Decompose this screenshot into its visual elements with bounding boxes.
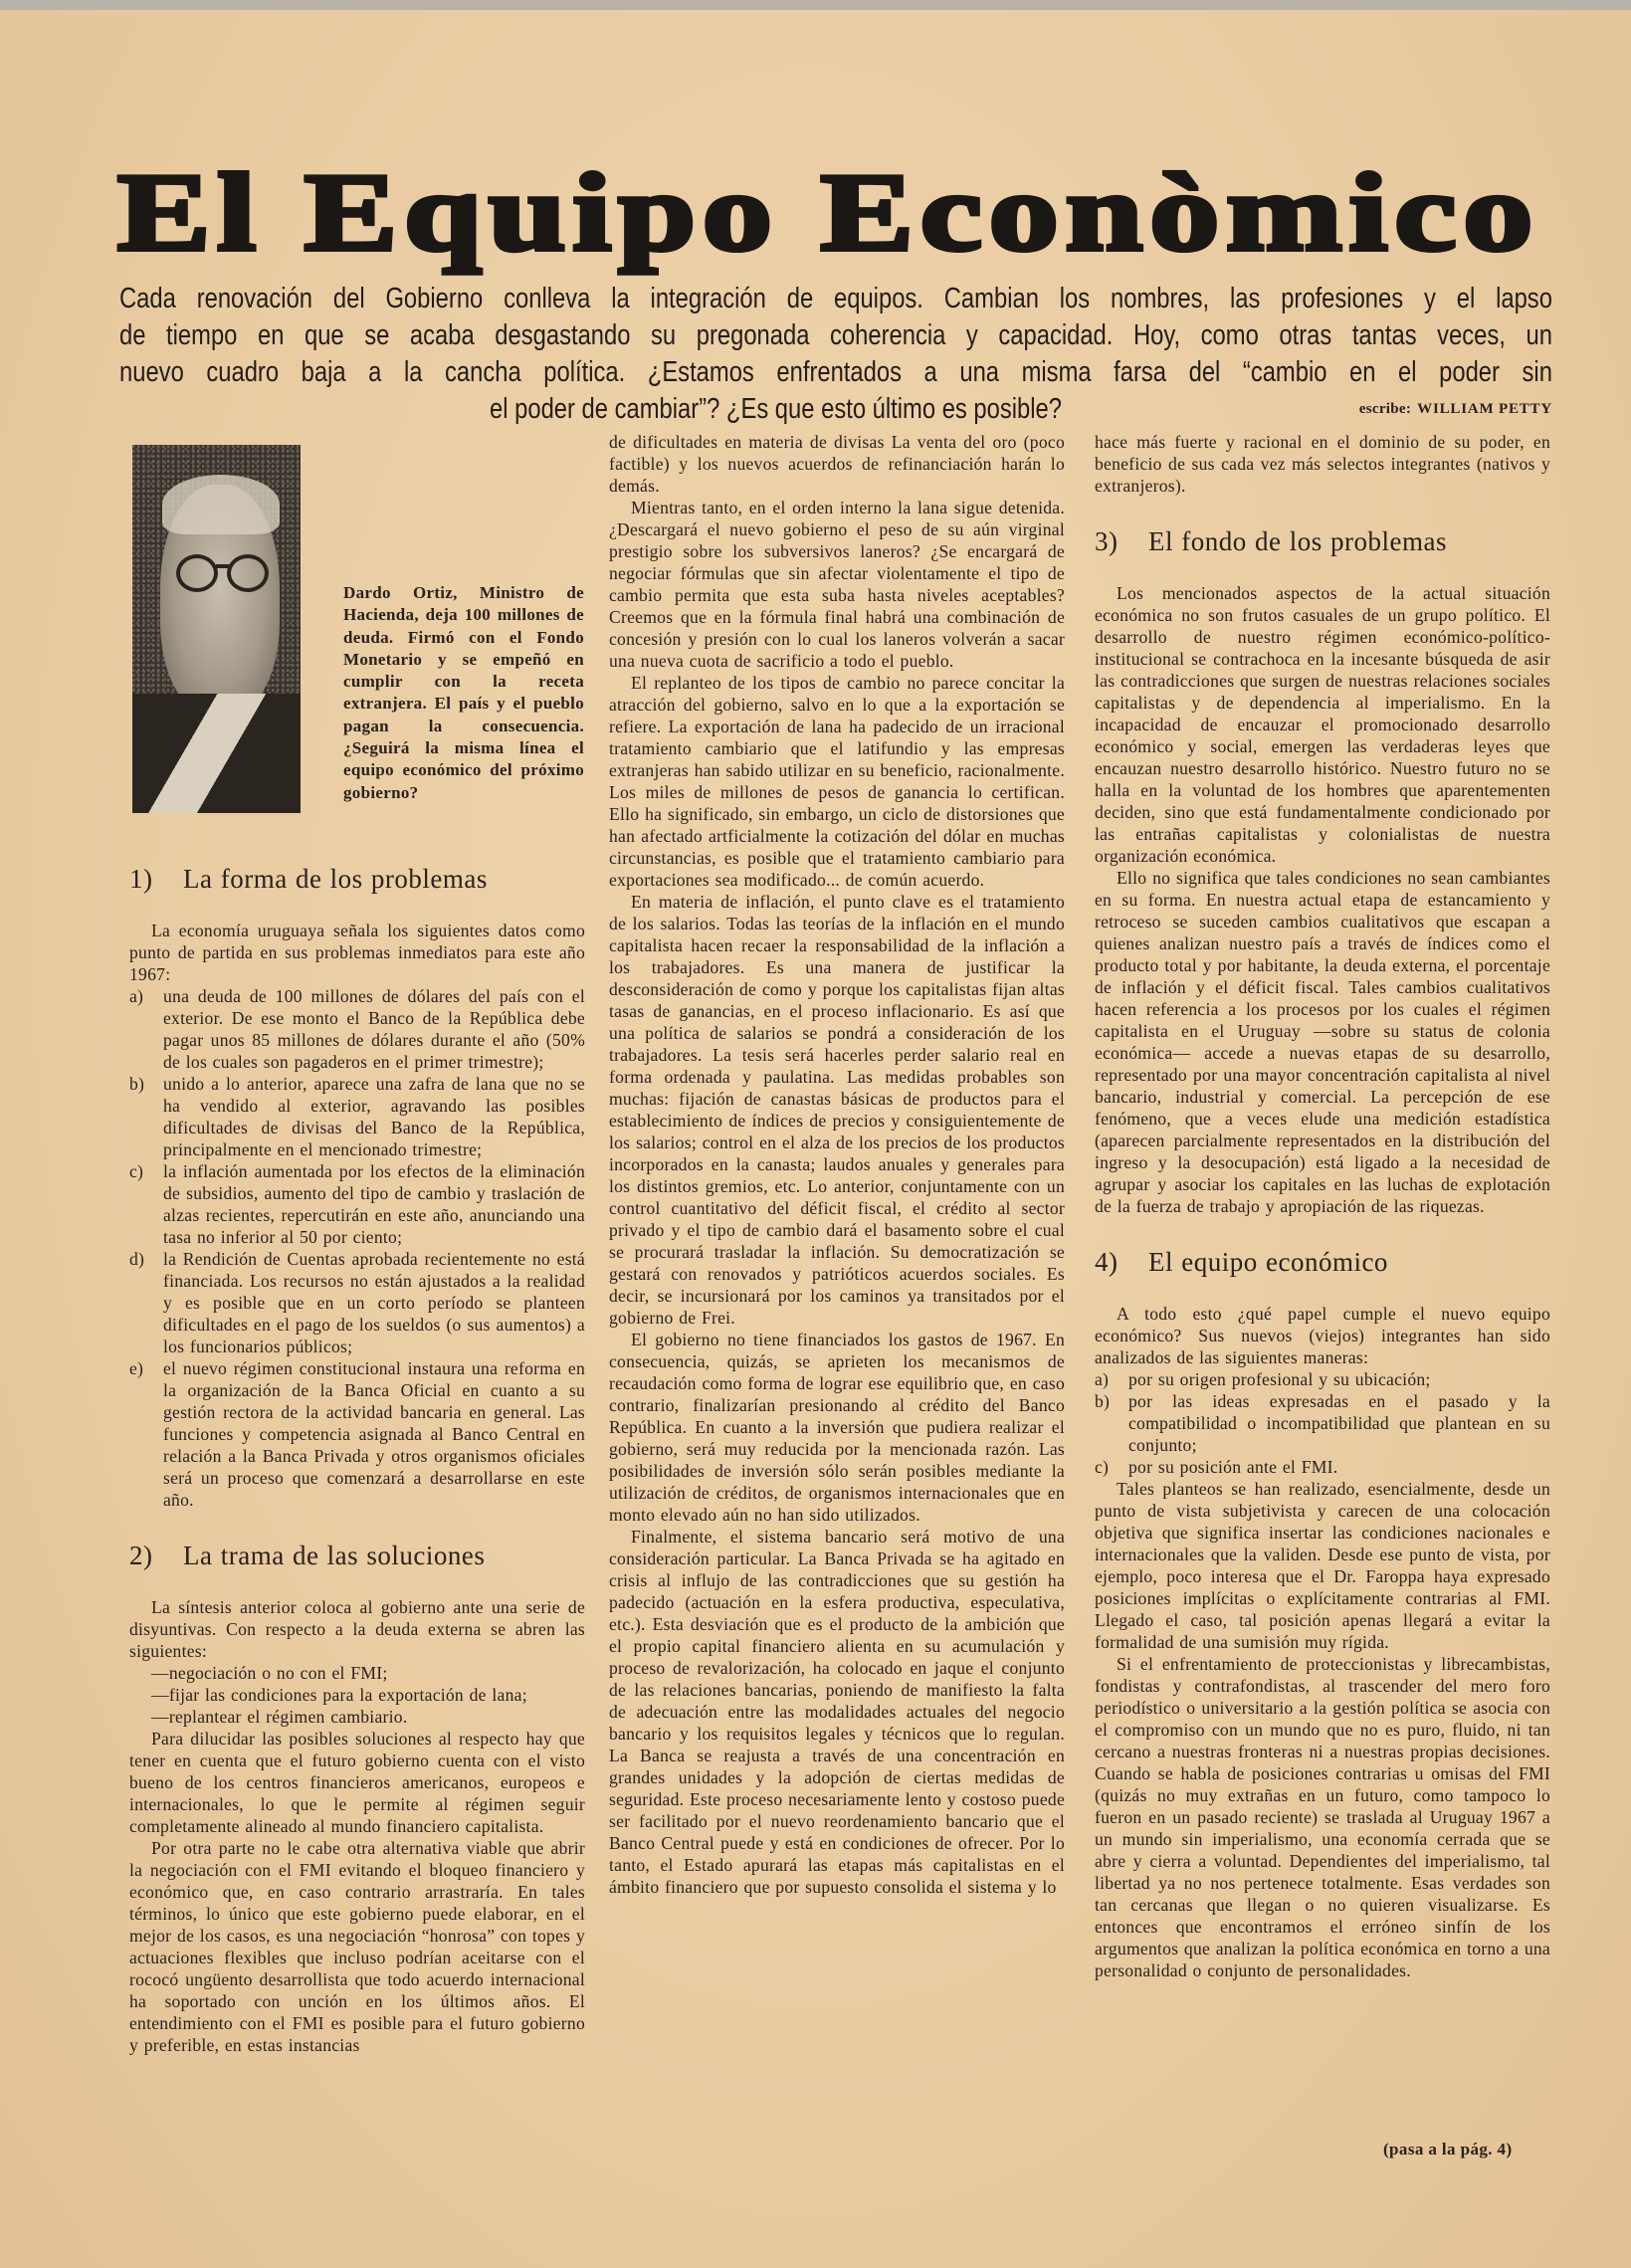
headline: El Equipo Econòmico xyxy=(117,150,1540,274)
paragraph: Por otra parte no le cabe otra alternativa viable que abrir la negociación con el FMI evitando el bloqueo financiero y económico que, en caso contrario arrastraría. En tales términos, lo único que este gobierno puede elaborar, en el mejor de los casos, es una negociación “honrosa” con topes y actuaciones flexibles que incluso podrían aceitarse con el rococó ungüento desarrollista que todo acuerdo internacional ha soportado con unción en los últimos años. El entendimiento con el FMI es posible para el futuro gobierno y preferible, en estas instancias xyxy=(129,1838,585,2055)
deck-line: el poder de cambiar”? ¿Es que esto último es posible? xyxy=(490,393,1062,425)
continued-on-page: (pasa a la pág. 4) xyxy=(1383,2140,1513,2159)
author-name: WILLIAM PETTY xyxy=(1417,401,1552,417)
list-marker: b) xyxy=(1095,1391,1111,1411)
paragraph: Tales planteos se han realizado, esencialmente, desde un punto de vista subjetivista y carecen de una colocación objetiva que significa insertar las condiciones nacionales e internacionales que la validen. Desde ese punto de vista, por ejemplo, poco interesa que el Dr. Faroppa haya expresado posiciones implícitas o explícitamente contrarias al FMI. Llegado el caso, tal posición apenas llegará a evitar la formalidad de una sumisión muy rígida. xyxy=(1095,1479,1550,1652)
photo-coat xyxy=(132,694,301,813)
paragraph: Si el enfrentamiento de proteccionistas y librecambistas, fondistas y contrafondistas, al trascender del mero foro periodístico o universitario a la gestión política se asocia con el compromiso con un mundo que no es puro, fluido, ni tan cercano a nuestras fronteras ni a nuestras propias decisiones. Cuando se habla de posiciones contrarias u omisas del FMI (quizás no muy extrañas en un futuro, como tampoco lo fueron en un pasado reciente) se traslada al Uruguay 1967 a un mundo sin imperialismo, una economía cerrada que se abre y cierra a voluntad. Dependientes del imperialismo, tal libertad ya no nos pertenece totalmente. Esas verdades son tan cercanas que llegan o no quieren visualizarse. Es entonces que encontramos el erróneo sinfín de los argumentos que analizan la política económica en torno a una personalidad o conjunto de personalidades. xyxy=(1095,1654,1550,1980)
section-title: El fondo de los problemas xyxy=(1148,526,1447,556)
portrait-photo xyxy=(132,445,301,813)
dash-item: —negociación o no con el FMI; xyxy=(151,1663,388,1683)
paragraph: La síntesis anterior coloca al gobierno ante una serie de disyuntivas. Con respecto a la deuda externa se abren las siguientes: xyxy=(129,1597,585,1661)
section-heading xyxy=(1095,526,1550,556)
list-marker: b) xyxy=(129,1074,145,1094)
list-item-text: por su posición ante el FMI. xyxy=(1128,1457,1338,1477)
photo-block xyxy=(129,431,585,834)
list-item xyxy=(129,1073,585,1160)
list-item xyxy=(129,985,585,1073)
section-number: 2) xyxy=(129,1541,153,1570)
list-marker: e) xyxy=(129,1358,144,1378)
list-item xyxy=(129,1357,585,1511)
section-heading xyxy=(1095,1247,1550,1277)
paragraph: Ello no significa que tales condiciones no sean cambiantes en su forma. En nuestra actual etapa de estancamiento y retroceso se suceden cambios cualitativos que escapan a quienes analizan nuestro país a través de índices como el producto total y por habitante, la deuda externa, el porcentaje de inflación y el déficit fiscal. Tales cambios cualitativos hacen referencia a los procesos por los cuales el régimen capitalista en el Uruguay —sobre su status de colonia económica— accede a nuevas etapas de su desarrollo, representado por una mayor concentración capitalista al nivel bancario, industrial y comercial. La percepción de ese fenómeno, que a veces elude una medición estadística (aparecen parcialmente representados en la distribución del ingreso y la desocupación) está ligado a la necesidad de agrupar y asociar los capitales en las luchas de explotación de la fuerza de trabajo y apropiación de las riquezas. xyxy=(1095,868,1550,1216)
list-item xyxy=(1095,1368,1550,1390)
list-item-text: por las ideas expresadas en el pasado y la compatibilidad o incompatibilidad que plantean en su conjunto; xyxy=(1128,1391,1550,1455)
list-marker: c) xyxy=(1095,1457,1110,1477)
list-item xyxy=(129,1160,585,1248)
list-item xyxy=(1095,1390,1550,1456)
photo-glasses xyxy=(176,554,218,592)
byline xyxy=(1359,401,1552,418)
paragraph: El gobierno no tiene financiados los gastos de 1967. En consecuencia, quizás, se aprieten los mecanismos de recaudación como forma de lograr ese equilibrio que, en caso contrario, finalizarían presionando al crédito del Banco República. En cuanto a la inversión que pudiera realizar el gobierno, será muy reducida por la mencionada razón. Las posibilidades de inversión sólo serán posibles mediante la utilización de créditos, de organismos internacionales que en monto elevado aún no han sido utilizados. xyxy=(609,1330,1065,1525)
section-title: El equipo económico xyxy=(1148,1247,1388,1277)
paragraph: El replanteo de los tipos de cambio no parece concitar la atracción del gobierno, salvo en lo que a la exportación se refiere. La exportación de lana ha padecido de un irracional tratamiento cambiario que el latifundio y las empresas extranjeras han sabido utilizar en su beneficio, racionalmente. Los miles de millones de pesos de ganancia lo certifican. Ello ha significado, sin embargo, un ciclo de distorsiones que han afectado artficialmente la cotización del dólar en muchas circunstancias, es posible que el tratamiento cambiario para exportaciones sea modificado... de común acuerdo. xyxy=(609,673,1065,890)
photo-hair xyxy=(162,475,280,534)
headline-wrap xyxy=(117,150,1560,287)
paragraph: Mientras tanto, en el orden interno la lana sigue detenida. ¿Descargará el nuevo gobierno el peso de su aún virginal prestigio sobre los subversivos laneros? ¿Se encargará de negociar fórmulas que sin afectar violentamente el tipo de cambio permita que esta suba hasta niveles aceptables? Creemos que en la fórmula final habrá una combinación de concesión y presión con lo cual los laneros volverán a sacar una nueva cuota de sacrificio a todo el pueblo. xyxy=(609,498,1065,671)
column-body xyxy=(609,431,1065,1898)
deck-line: Cada renovación del Gobierno conlleva la integración de equipos. Cambian los nombres, las profesiones y el lapso xyxy=(119,283,1552,314)
paragraph: En materia de inflación, el punto clave es el tratamiento de los salarios. Todas las teorías de la inflación en el mundo capitalista hacen recaer la responsabilidad de la inflación a los trabajadores. Es una manera de justificar la desconsideración de como y porque los capitalistas fijan altas tasas de ganancias, en el proceso inflacionario. Es así que una política de salarios se pondrá a consideración de los trabajadores. La tesis será hacerles perder salario real en forma ordenada y paulatina. Las medidas probables son muchas: fijación de canastas básicas de productos para el establecimiento de índices de precios y consiguientemente de los salarios; control en el alza de los precios de los productos incorporados en la canasta; laudos anuales y generales para los distintos gremios, etc. Lo anterior, conjuntamente con un control cuantitativo del déficit fiscal, el crédito al sector privado y el tipo de cambio dará el basamento sobre el cual se procurará trasladar la inflación. Su democratización se gestará con renovados y patrióticos acuerdos sociales. Es decir, se incursionará por los caminos ya transitados por el gobierno de Frei. xyxy=(609,892,1065,1328)
list-item xyxy=(129,1248,585,1357)
list-item-text: la Rendición de Cuentas aprobada recientemente no está financiada. Los recursos no están ajustados a la realidad y es posible que en un corto período se planteen dificultades en el pago de los sueldos (o sus aumentos) a los funcionarios públicos; xyxy=(163,1249,585,1356)
paragraph: Finalmente, el sistema bancario será motivo de una consideración particular. La Banca Privada se ha agitado en crisis al influjo de las contradicciones que su gestión ha padecido (actuación en la esfera productiva, especulativa, etc.). Esta desviación que es el producto de la ambición que el propio capital financiero alienta en su acumulación y proceso de revalorización, ha colocado en jaque el conjunto de las relaciones bancarias, poniendo de manifiesto la falta de adecuación entre las modalidades actuales del negocio bancario y los requisitos legales y técnicos que lo regulan. La Banca se reajusta a través de una concentración en grandes unidades y la adopción de ciertas medidas de seguridad. Este proceso necesariamente lento y costoso puede ser facilitado por el nuevo reordenamiento bancario que el Banco Central puede y está en condiciones de ofrecer. Por lo tanto, el Estado apurará las etapas más capitalistas en el ámbito financiero que por supuesto consolida el sistema y lo xyxy=(609,1527,1065,1897)
column-body xyxy=(1095,431,1550,1981)
dash-item: —fijar las condiciones para la exportación de lana; xyxy=(151,1685,527,1705)
list-marker: d) xyxy=(129,1249,145,1269)
deck-last-line xyxy=(119,391,1552,431)
list-marker: c) xyxy=(129,1161,144,1181)
paragraph: A todo esto ¿qué papel cumple el nuevo equipo económico? Sus nuevos (viejos) integrantes han sido analizados de las siguientes maneras: xyxy=(1095,1304,1550,1367)
paragraph: La economía uruguaya señala los siguientes datos como punto de partida en sus problemas inmediatos para este año 1967: xyxy=(129,921,585,984)
column-body xyxy=(129,864,585,2056)
paragraph: Para dilucidar las posibles soluciones al respecto hay que tener en cuenta que el futuro gobierno cuenta con el visto bueno de los centros financieros americanos, europeos e internacionales, lo que le permite al régimen seguir completamente alineado al mundo financiero capitalista. xyxy=(129,1729,585,1836)
section-number: 4) xyxy=(1095,1247,1119,1277)
photo-glasses xyxy=(227,554,269,592)
dash-item: —replantear el régimen cambiario. xyxy=(151,1707,408,1727)
list-item xyxy=(1095,1456,1550,1478)
column-2 xyxy=(609,431,1065,2182)
section-heading xyxy=(129,864,585,894)
paragraph: Los mencionados aspectos de la actual situación económica no son frutos casuales de un grupo político. El desarrollo de nuestro régimen económico-político-institucional se contrachoca en la incesante búsqueda de asir las contradicciones que surgen de nuestras relaciones sociales capitalistas y de dependencia al imperialismo. En la incapacidad de encauzar el promocionado desarrollo económico y social, emergen las verdaderas leyes que encauzan nuestro desarrollo histórico. Nuestro futuro no se halla en la voluntad de los hombres que aparentementen deciden, sino que está fundamentalmente condicionado por las entrañas capitalistas y colonialistas de nuestra organización económica. xyxy=(1095,583,1550,866)
byline-label: escribe: xyxy=(1358,401,1412,417)
list-marker: a) xyxy=(129,986,144,1006)
paragraph: de dificultades en materia de divisas La venta del oro (poco factible) y los nuevos acuerdos de refinanciación harán lo demás. xyxy=(609,432,1065,496)
list-item-text: la inflación aumentada por los efectos de la eliminación de subsidios, aumento del tipo de cambio y traslación de alzas recientes, repercutirán en este año, anunciando una tasa no inferior al 50 por ciento; xyxy=(163,1161,585,1247)
list-marker: a) xyxy=(1095,1369,1110,1389)
list-item-text: una deuda de 100 millones de dólares del país con el exterior. De ese monto el Banco de la República debe pagar unos 85 millones de dólares durante el año (50% de los cuales son pagaderos en el primer trimestre); xyxy=(163,986,585,1072)
photo-glasses-bridge xyxy=(216,564,230,568)
deck xyxy=(119,281,1552,431)
section-heading xyxy=(129,1541,585,1570)
deck-line: nuevo cuadro baja a la cancha política. ¿Estamos enfrentados a una misma farsa del “cambio en el poder sin xyxy=(119,356,1552,388)
column-3 xyxy=(1095,431,1550,2182)
photo-caption: Dardo Ortiz, Ministro de Hacienda, deja 100 millones de deuda. Firmó con el Fondo Monetario y se empeñó en cumplir con la receta extranjera. El país y el pueblo pagan la consecuencia. ¿Seguirá la misma línea el equipo económico del próximo gobierno? xyxy=(343,583,584,802)
section-number: 3) xyxy=(1095,526,1119,556)
paragraph: hace más fuerte y racional en el dominio de su poder, en beneficio de sus cada vez más selectos integrantes (nativos y extranjeros). xyxy=(1095,432,1550,496)
deck-line: de tiempo en que se acaba desgastando su pregonada coherencia y capacidad. Hoy, como otras tantas veces, un xyxy=(119,319,1552,351)
section-title: La forma de los problemas xyxy=(183,864,488,894)
column-1 xyxy=(129,431,585,2182)
scan-edge xyxy=(0,0,1631,10)
section-number: 1) xyxy=(129,864,153,894)
list-item-text: por su origen profesional y su ubicación; xyxy=(1128,1369,1431,1389)
section-title: La trama de las soluciones xyxy=(183,1541,486,1570)
list-item-text: el nuevo régimen constitucional instaura una reforma en la organización de la Banca Oficial en cuanto a su gestión rectora de la actividad bancaria en general. Las funciones y competencia asignada al Banco Central en relación a la Banca Privada y otros organismos oficiales será un proceso que comenzará a desarrollarse en este año. xyxy=(163,1358,585,1510)
list-item-text: unido a lo anterior, aparece una zafra de lana que no se ha vendido al exterior, agravando las posibles dificultades de divisas del Banco de la República, principalmente en el mencionado trimestre; xyxy=(163,1074,585,1159)
